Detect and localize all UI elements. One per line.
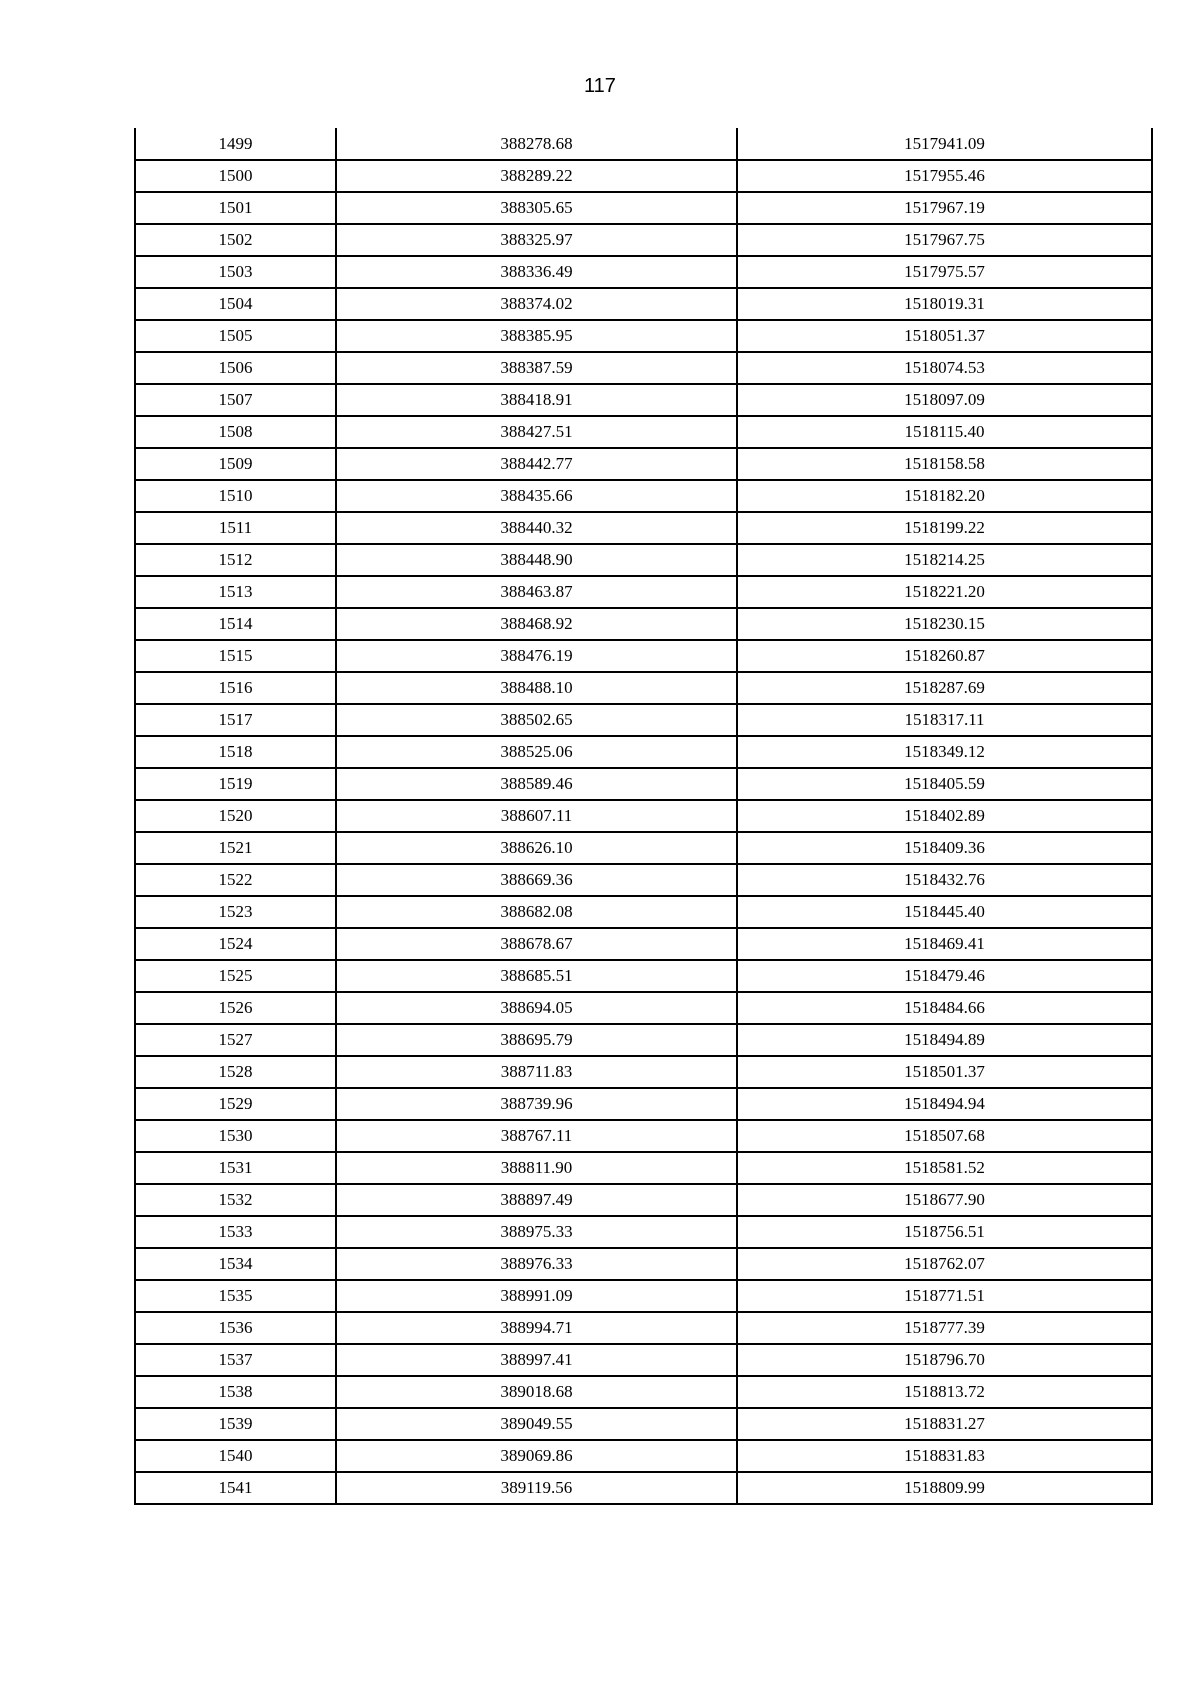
table-row: [135, 1248, 1152, 1280]
point-number-cell: 1533: [135, 1216, 336, 1248]
point-number-cell: 1508: [135, 416, 336, 448]
point-number-cell: 1511: [135, 512, 336, 544]
x-coordinate-cell: 388739.96: [336, 1088, 737, 1120]
y-coordinate-cell: 1517967.19: [737, 192, 1152, 224]
y-coordinate-cell: 1518501.37: [737, 1056, 1152, 1088]
x-coordinate-cell: 388374.02: [336, 288, 737, 320]
x-coordinate-cell: 388811.90: [336, 1152, 737, 1184]
point-number-cell: 1507: [135, 384, 336, 416]
y-coordinate-cell: 1518484.66: [737, 992, 1152, 1024]
table-row: [135, 1024, 1152, 1056]
x-coordinate-cell: 388385.95: [336, 320, 737, 352]
y-coordinate-cell: 1518287.69: [737, 672, 1152, 704]
y-coordinate-cell: 1518221.20: [737, 576, 1152, 608]
point-number-cell: 1534: [135, 1248, 336, 1280]
point-number-cell: 1539: [135, 1408, 336, 1440]
y-coordinate-cell: 1518831.83: [737, 1440, 1152, 1472]
point-number-cell: 1525: [135, 960, 336, 992]
point-number-cell: 1522: [135, 864, 336, 896]
point-number-cell: 1531: [135, 1152, 336, 1184]
y-coordinate-cell: 1518019.31: [737, 288, 1152, 320]
x-coordinate-cell: 388682.08: [336, 896, 737, 928]
table-row: [135, 1152, 1152, 1184]
y-coordinate-cell: 1518777.39: [737, 1312, 1152, 1344]
y-coordinate-cell: 1518581.52: [737, 1152, 1152, 1184]
y-coordinate-cell: 1518756.51: [737, 1216, 1152, 1248]
table-row: [135, 928, 1152, 960]
point-number-cell: 1504: [135, 288, 336, 320]
point-number-cell: 1501: [135, 192, 336, 224]
point-number-cell: 1517: [135, 704, 336, 736]
y-coordinate-cell: 1518796.70: [737, 1344, 1152, 1376]
y-coordinate-cell: 1518469.41: [737, 928, 1152, 960]
x-coordinate-cell: 388589.46: [336, 768, 737, 800]
x-coordinate-cell: 388488.10: [336, 672, 737, 704]
x-coordinate-cell: 388711.83: [336, 1056, 737, 1088]
table-row: [135, 416, 1152, 448]
table-row: [135, 128, 1152, 160]
point-number-cell: 1535: [135, 1280, 336, 1312]
y-coordinate-cell: 1518260.87: [737, 640, 1152, 672]
table-row: [135, 640, 1152, 672]
x-coordinate-cell: 388607.11: [336, 800, 737, 832]
y-coordinate-cell: 1518677.90: [737, 1184, 1152, 1216]
y-coordinate-cell: 1518494.94: [737, 1088, 1152, 1120]
table-row: [135, 800, 1152, 832]
table-row: [135, 1056, 1152, 1088]
point-number-cell: 1528: [135, 1056, 336, 1088]
x-coordinate-cell: 388767.11: [336, 1120, 737, 1152]
y-coordinate-cell: 1518051.37: [737, 320, 1152, 352]
x-coordinate-cell: 388448.90: [336, 544, 737, 576]
x-coordinate-cell: 388442.77: [336, 448, 737, 480]
y-coordinate-cell: 1517967.75: [737, 224, 1152, 256]
y-coordinate-cell: 1518445.40: [737, 896, 1152, 928]
table-row: [135, 192, 1152, 224]
table-row: [135, 864, 1152, 896]
y-coordinate-cell: 1518405.59: [737, 768, 1152, 800]
table-row: [135, 352, 1152, 384]
table-row: [135, 608, 1152, 640]
point-number-cell: 1502: [135, 224, 336, 256]
table-row: [135, 384, 1152, 416]
x-coordinate-cell: 388440.32: [336, 512, 737, 544]
x-coordinate-cell: 388387.59: [336, 352, 737, 384]
table-row: [135, 1344, 1152, 1376]
point-number-cell: 1524: [135, 928, 336, 960]
point-number-cell: 1538: [135, 1376, 336, 1408]
y-coordinate-cell: 1518762.07: [737, 1248, 1152, 1280]
point-number-cell: 1503: [135, 256, 336, 288]
y-coordinate-cell: 1518158.58: [737, 448, 1152, 480]
y-coordinate-cell: 1518402.89: [737, 800, 1152, 832]
table-row: [135, 256, 1152, 288]
table-row: [135, 1376, 1152, 1408]
x-coordinate-cell: 388669.36: [336, 864, 737, 896]
x-coordinate-cell: 388427.51: [336, 416, 737, 448]
table-row: [135, 736, 1152, 768]
table-row: [135, 160, 1152, 192]
point-number-cell: 1537: [135, 1344, 336, 1376]
x-coordinate-cell: 388435.66: [336, 480, 737, 512]
point-number-cell: 1518: [135, 736, 336, 768]
point-number-cell: 1513: [135, 576, 336, 608]
x-coordinate-cell: 388695.79: [336, 1024, 737, 1056]
point-number-cell: 1519: [135, 768, 336, 800]
x-coordinate-cell: 388289.22: [336, 160, 737, 192]
table-row: [135, 512, 1152, 544]
x-coordinate-cell: 388997.41: [336, 1344, 737, 1376]
point-number-cell: 1532: [135, 1184, 336, 1216]
point-number-cell: 1505: [135, 320, 336, 352]
x-coordinate-cell: 389018.68: [336, 1376, 737, 1408]
y-coordinate-cell: 1518494.89: [737, 1024, 1152, 1056]
point-number-cell: 1520: [135, 800, 336, 832]
y-coordinate-cell: 1518074.53: [737, 352, 1152, 384]
y-coordinate-cell: 1517955.46: [737, 160, 1152, 192]
table-body: [135, 128, 1152, 1504]
y-coordinate-cell: 1518507.68: [737, 1120, 1152, 1152]
point-number-cell: 1540: [135, 1440, 336, 1472]
point-number-cell: 1512: [135, 544, 336, 576]
y-coordinate-cell: 1517941.09: [737, 128, 1152, 160]
table-row: [135, 448, 1152, 480]
y-coordinate-cell: 1518479.46: [737, 960, 1152, 992]
coordinate-table: [134, 128, 1153, 1505]
point-number-cell: 1509: [135, 448, 336, 480]
y-coordinate-cell: 1518199.22: [737, 512, 1152, 544]
y-coordinate-cell: 1518813.72: [737, 1376, 1152, 1408]
table-row: [135, 1312, 1152, 1344]
point-number-cell: 1523: [135, 896, 336, 928]
table-row: [135, 1120, 1152, 1152]
table-row: [135, 992, 1152, 1024]
x-coordinate-cell: 389119.56: [336, 1472, 737, 1504]
y-coordinate-cell: 1518809.99: [737, 1472, 1152, 1504]
y-coordinate-cell: 1518409.36: [737, 832, 1152, 864]
y-coordinate-cell: 1518182.20: [737, 480, 1152, 512]
point-number-cell: 1536: [135, 1312, 336, 1344]
table-row: [135, 1280, 1152, 1312]
y-coordinate-cell: 1518214.25: [737, 544, 1152, 576]
point-number-cell: 1510: [135, 480, 336, 512]
point-number-cell: 1530: [135, 1120, 336, 1152]
point-number-cell: 1515: [135, 640, 336, 672]
point-number-cell: 1514: [135, 608, 336, 640]
y-coordinate-cell: 1518349.12: [737, 736, 1152, 768]
point-number-cell: 1541: [135, 1472, 336, 1504]
x-coordinate-cell: 388685.51: [336, 960, 737, 992]
x-coordinate-cell: 388976.33: [336, 1248, 737, 1280]
x-coordinate-cell: 388468.92: [336, 608, 737, 640]
x-coordinate-cell: 388418.91: [336, 384, 737, 416]
table-row: [135, 1472, 1152, 1504]
page-number: 117: [584, 75, 616, 97]
table-row: [135, 768, 1152, 800]
table-row: [135, 1216, 1152, 1248]
table-row: [135, 544, 1152, 576]
x-coordinate-cell: 388305.65: [336, 192, 737, 224]
table-row: [135, 960, 1152, 992]
y-coordinate-cell: 1518230.15: [737, 608, 1152, 640]
point-number-cell: 1521: [135, 832, 336, 864]
table-row: [135, 1440, 1152, 1472]
table-row: [135, 224, 1152, 256]
y-coordinate-cell: 1518097.09: [737, 384, 1152, 416]
table-row: [135, 832, 1152, 864]
table-row: [135, 896, 1152, 928]
table-row: [135, 288, 1152, 320]
table-row: [135, 576, 1152, 608]
x-coordinate-cell: 388991.09: [336, 1280, 737, 1312]
point-number-cell: 1527: [135, 1024, 336, 1056]
coordinate-table-container: [134, 128, 1151, 1505]
table-row: [135, 704, 1152, 736]
y-coordinate-cell: 1518317.11: [737, 704, 1152, 736]
y-coordinate-cell: 1518432.76: [737, 864, 1152, 896]
table-row: [135, 1088, 1152, 1120]
x-coordinate-cell: 389049.55: [336, 1408, 737, 1440]
y-coordinate-cell: 1518771.51: [737, 1280, 1152, 1312]
y-coordinate-cell: 1518831.27: [737, 1408, 1152, 1440]
point-number-cell: 1506: [135, 352, 336, 384]
table-row: [135, 480, 1152, 512]
x-coordinate-cell: 388975.33: [336, 1216, 737, 1248]
x-coordinate-cell: 388678.67: [336, 928, 737, 960]
x-coordinate-cell: 388476.19: [336, 640, 737, 672]
x-coordinate-cell: 389069.86: [336, 1440, 737, 1472]
point-number-cell: 1526: [135, 992, 336, 1024]
x-coordinate-cell: 388278.68: [336, 128, 737, 160]
x-coordinate-cell: 388694.05: [336, 992, 737, 1024]
x-coordinate-cell: 388994.71: [336, 1312, 737, 1344]
y-coordinate-cell: 1518115.40: [737, 416, 1152, 448]
x-coordinate-cell: 388897.49: [336, 1184, 737, 1216]
x-coordinate-cell: 388463.87: [336, 576, 737, 608]
point-number-cell: 1500: [135, 160, 336, 192]
table-row: [135, 1184, 1152, 1216]
y-coordinate-cell: 1517975.57: [737, 256, 1152, 288]
x-coordinate-cell: 388336.49: [336, 256, 737, 288]
table-row: [135, 320, 1152, 352]
x-coordinate-cell: 388525.06: [336, 736, 737, 768]
x-coordinate-cell: 388502.65: [336, 704, 737, 736]
point-number-cell: 1516: [135, 672, 336, 704]
x-coordinate-cell: 388325.97: [336, 224, 737, 256]
point-number-cell: 1529: [135, 1088, 336, 1120]
table-row: [135, 672, 1152, 704]
x-coordinate-cell: 388626.10: [336, 832, 737, 864]
table-row: [135, 1408, 1152, 1440]
point-number-cell: 1499: [135, 128, 336, 160]
